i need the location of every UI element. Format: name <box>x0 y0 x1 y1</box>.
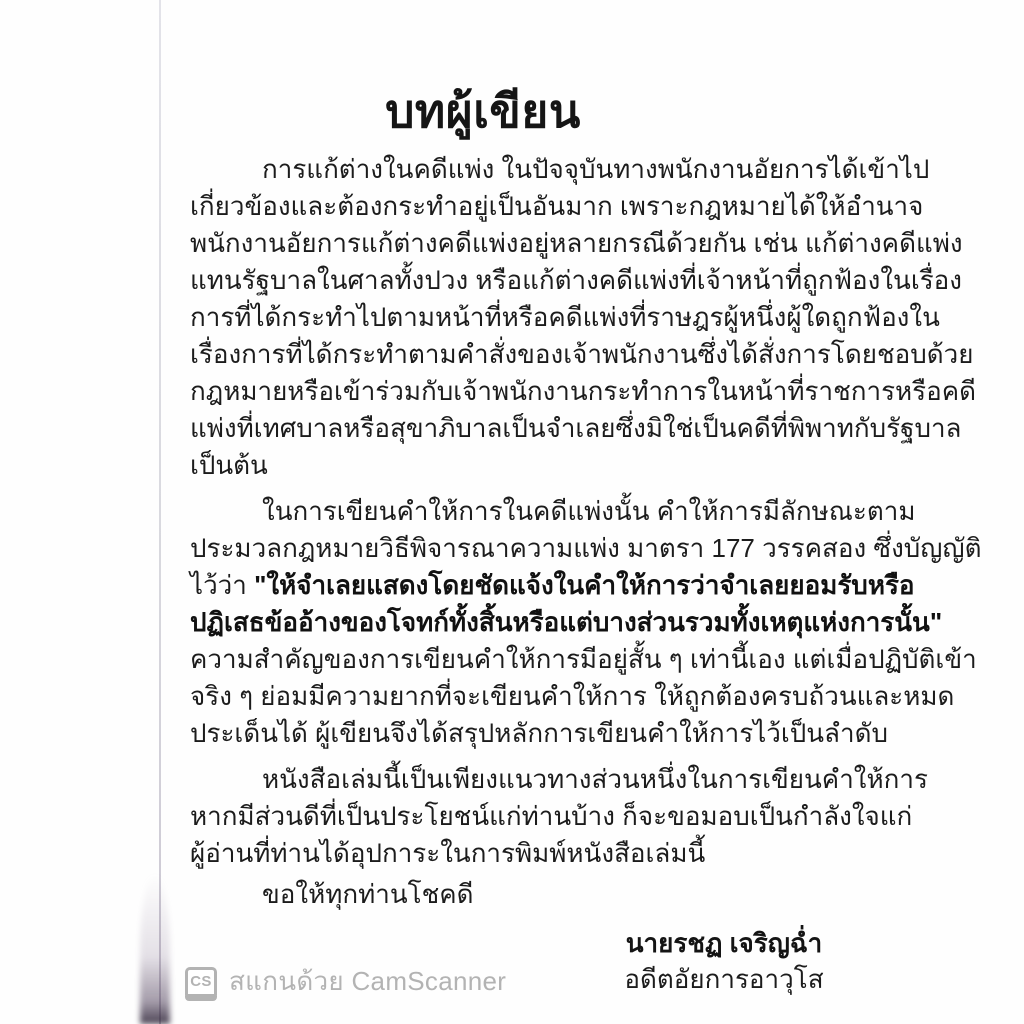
page-title: บทผู้เขียน <box>385 84 581 137</box>
text-line: เป็นต้น <box>190 450 268 480</box>
closing-line: ขอให้ทุกท่านโชคดี <box>262 879 474 909</box>
text-line: ประมวลกฎหมายวิธีพิจารณาความแพ่ง มาตรา 177 วรรคสอง ซึ่งบัญญัติ <box>190 533 982 563</box>
camscanner-logo-icon: CS <box>185 967 217 997</box>
text-line: ความสำคัญของการเขียนคำให้การมีอยู่สั้น ๆ เท่านี้เอง แต่เมื่อปฏิบัติเข้า <box>190 644 977 674</box>
quoted-statute-text: ปฏิเสธข้ออ้างของโจทก์ทั้งสิ้นหรือแต่บางส่วนรวมทั้งเหตุแห่งการนั้น" <box>190 607 943 637</box>
text-line: แทนรัฐบาลในศาลทั้งปวง หรือแก้ต่างคดีแพ่งที่เจ้าหน้าที่ถูกฟ้องในเรื่อง <box>190 265 962 295</box>
paragraph-gap <box>190 752 842 761</box>
text-line <box>190 604 943 641</box>
text-line: แพ่งที่เทศบาลหรือสุขาภิบาลเป็นจำเลยซึ่งมิใช่เป็นคดีที่พิพาทกับรัฐบาล <box>190 413 962 443</box>
paragraph-1 <box>190 151 977 484</box>
text-line: เกี่ยวข้องและต้องกระทำอยู่เป็นอันมาก เพราะกฎหมายได้ให้อำนาจ <box>190 191 924 221</box>
camscanner-watermark <box>185 961 506 1002</box>
text-line: เรื่องการที่ได้กระทำตามคำสั่งของเจ้าพนักงานซึ่งได้สั่งการโดยชอบด้วย <box>190 339 974 369</box>
body-text <box>190 151 982 913</box>
author-name: นายรชฏ เจริญฉ่ำ <box>625 928 823 958</box>
text-line: พนักงานอัยการแก้ต่างคดีแพ่งอยู่หลายกรณีด้วยกัน เช่น แก้ต่างคดีแพ่ง <box>190 228 963 258</box>
page-edge-line <box>159 0 161 1024</box>
watermark-text: สแกนด้วย CamScanner <box>229 966 507 996</box>
text-line: ผู้อ่านที่ท่านได้อุปการะในการพิมพ์หนังสือเล่มนี้ <box>190 838 706 868</box>
paragraph-2 <box>190 493 982 752</box>
text-line: หากมีส่วนดีที่เป็นประโยชน์แก่ท่านบ้าง ก็จะขอมอบเป็นกำลังใจแก่ <box>190 801 913 831</box>
text-line: จริง ๆ ย่อมมีความยากที่จะเขียนคำให้การ ให้ถูกต้องครบถ้วนและหมด <box>190 681 955 711</box>
paragraph-3 <box>190 761 928 872</box>
text-line <box>190 567 915 604</box>
text-line: การแก้ต่างในคดีแพ่ง ในปัจจุบันทางพนักงานอัยการได้เข้าไป <box>262 154 930 184</box>
author-signature <box>590 925 858 997</box>
text-line: ประเด็นได้ ผู้เขียนจึงได้สรุปหลักการเขียนคำให้การไว้เป็นลำดับ <box>190 718 888 748</box>
paragraph-gap <box>190 484 842 493</box>
text-segment: ไว้ว่า <box>190 570 255 600</box>
text-line: ในการเขียนคำให้การในคดีแพ่งนั้น คำให้การมีลักษณะตาม <box>262 496 916 526</box>
text-line: การที่ได้กระทำไปตามหน้าที่หรือคดีแพ่งที่ราษฎรผู้หนึ่งผู้ใดถูกฟ้องใน <box>190 302 940 332</box>
page-corner-shadow <box>140 874 170 1024</box>
text-line: กฎหมายหรือเข้าร่วมกับเจ้าพนักงานกระทำการในหน้าที่ราชการหรือคดี <box>190 376 977 406</box>
text-line: หนังสือเล่มนี้เป็นเพียงแนวทางส่วนหนึ่งในการเขียนคำให้การ <box>262 764 928 794</box>
quoted-statute-text: "ให้จำเลยแสดงโดยชัดแจ้งในคำให้การว่าจำเลยยอมรับหรือ <box>254 570 915 600</box>
author-title: อดีตอัยการอาวุโส <box>624 964 824 994</box>
